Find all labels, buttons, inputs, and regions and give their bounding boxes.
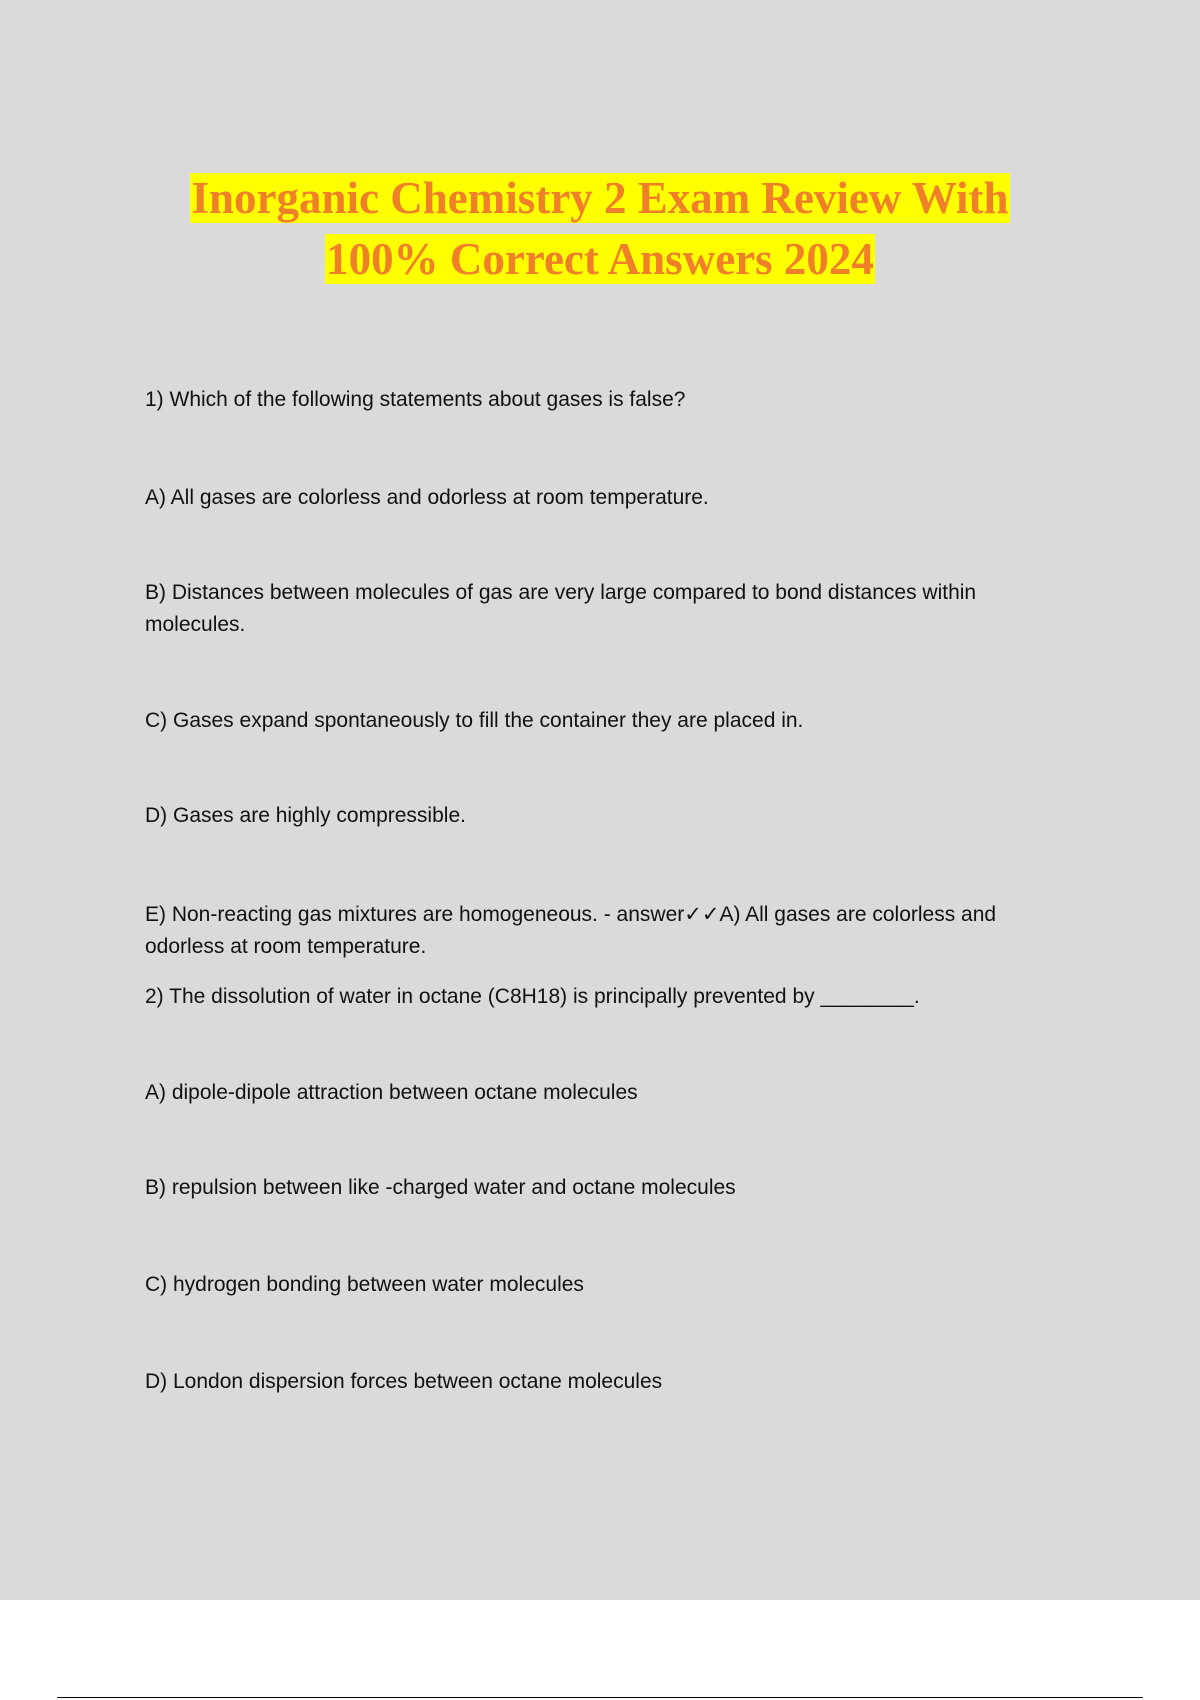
question-1-option-a: A) All gases are colorless and odorless at room temperature.: [145, 486, 709, 509]
question-2-option-c: C) hydrogen bonding between water molecules: [145, 1273, 584, 1296]
footer-divider: [57, 1697, 1143, 1698]
document-title: [0, 168, 1200, 290]
question-2-option-d: D) London dispersion forces between octane molecules: [145, 1370, 663, 1393]
question-1-option-b: B) Distances between molecules of gas are very large compared to bond distances within molecules.: [145, 581, 977, 636]
question-2-option-a: A) dipole-dipole attraction between octane molecules: [145, 1081, 638, 1104]
title-line-1: Inorganic Chemistry 2 Exam Review With: [191, 173, 1009, 223]
question-2-option-b: B) repulsion between like -charged water and octane molecules: [145, 1176, 736, 1199]
question-1-option-e-answer: E) Non-reacting gas mixtures are homogeneous. - answer✓✓A) All gases are colorless and odorless at room temperature.: [145, 903, 997, 958]
question-1-text: 1) Which of the following statements about gases is false?: [145, 388, 686, 411]
question-2-text: 2) The dissolution of water in octane (C8H18) is principally prevented by ________.: [145, 985, 920, 1008]
question-1-option-c: C) Gases expand spontaneously to fill the container they are placed in.: [145, 709, 804, 732]
question-1-option-d: D) Gases are highly compressible.: [145, 804, 466, 827]
title-line-2: 100% Correct Answers 2024: [326, 234, 874, 284]
